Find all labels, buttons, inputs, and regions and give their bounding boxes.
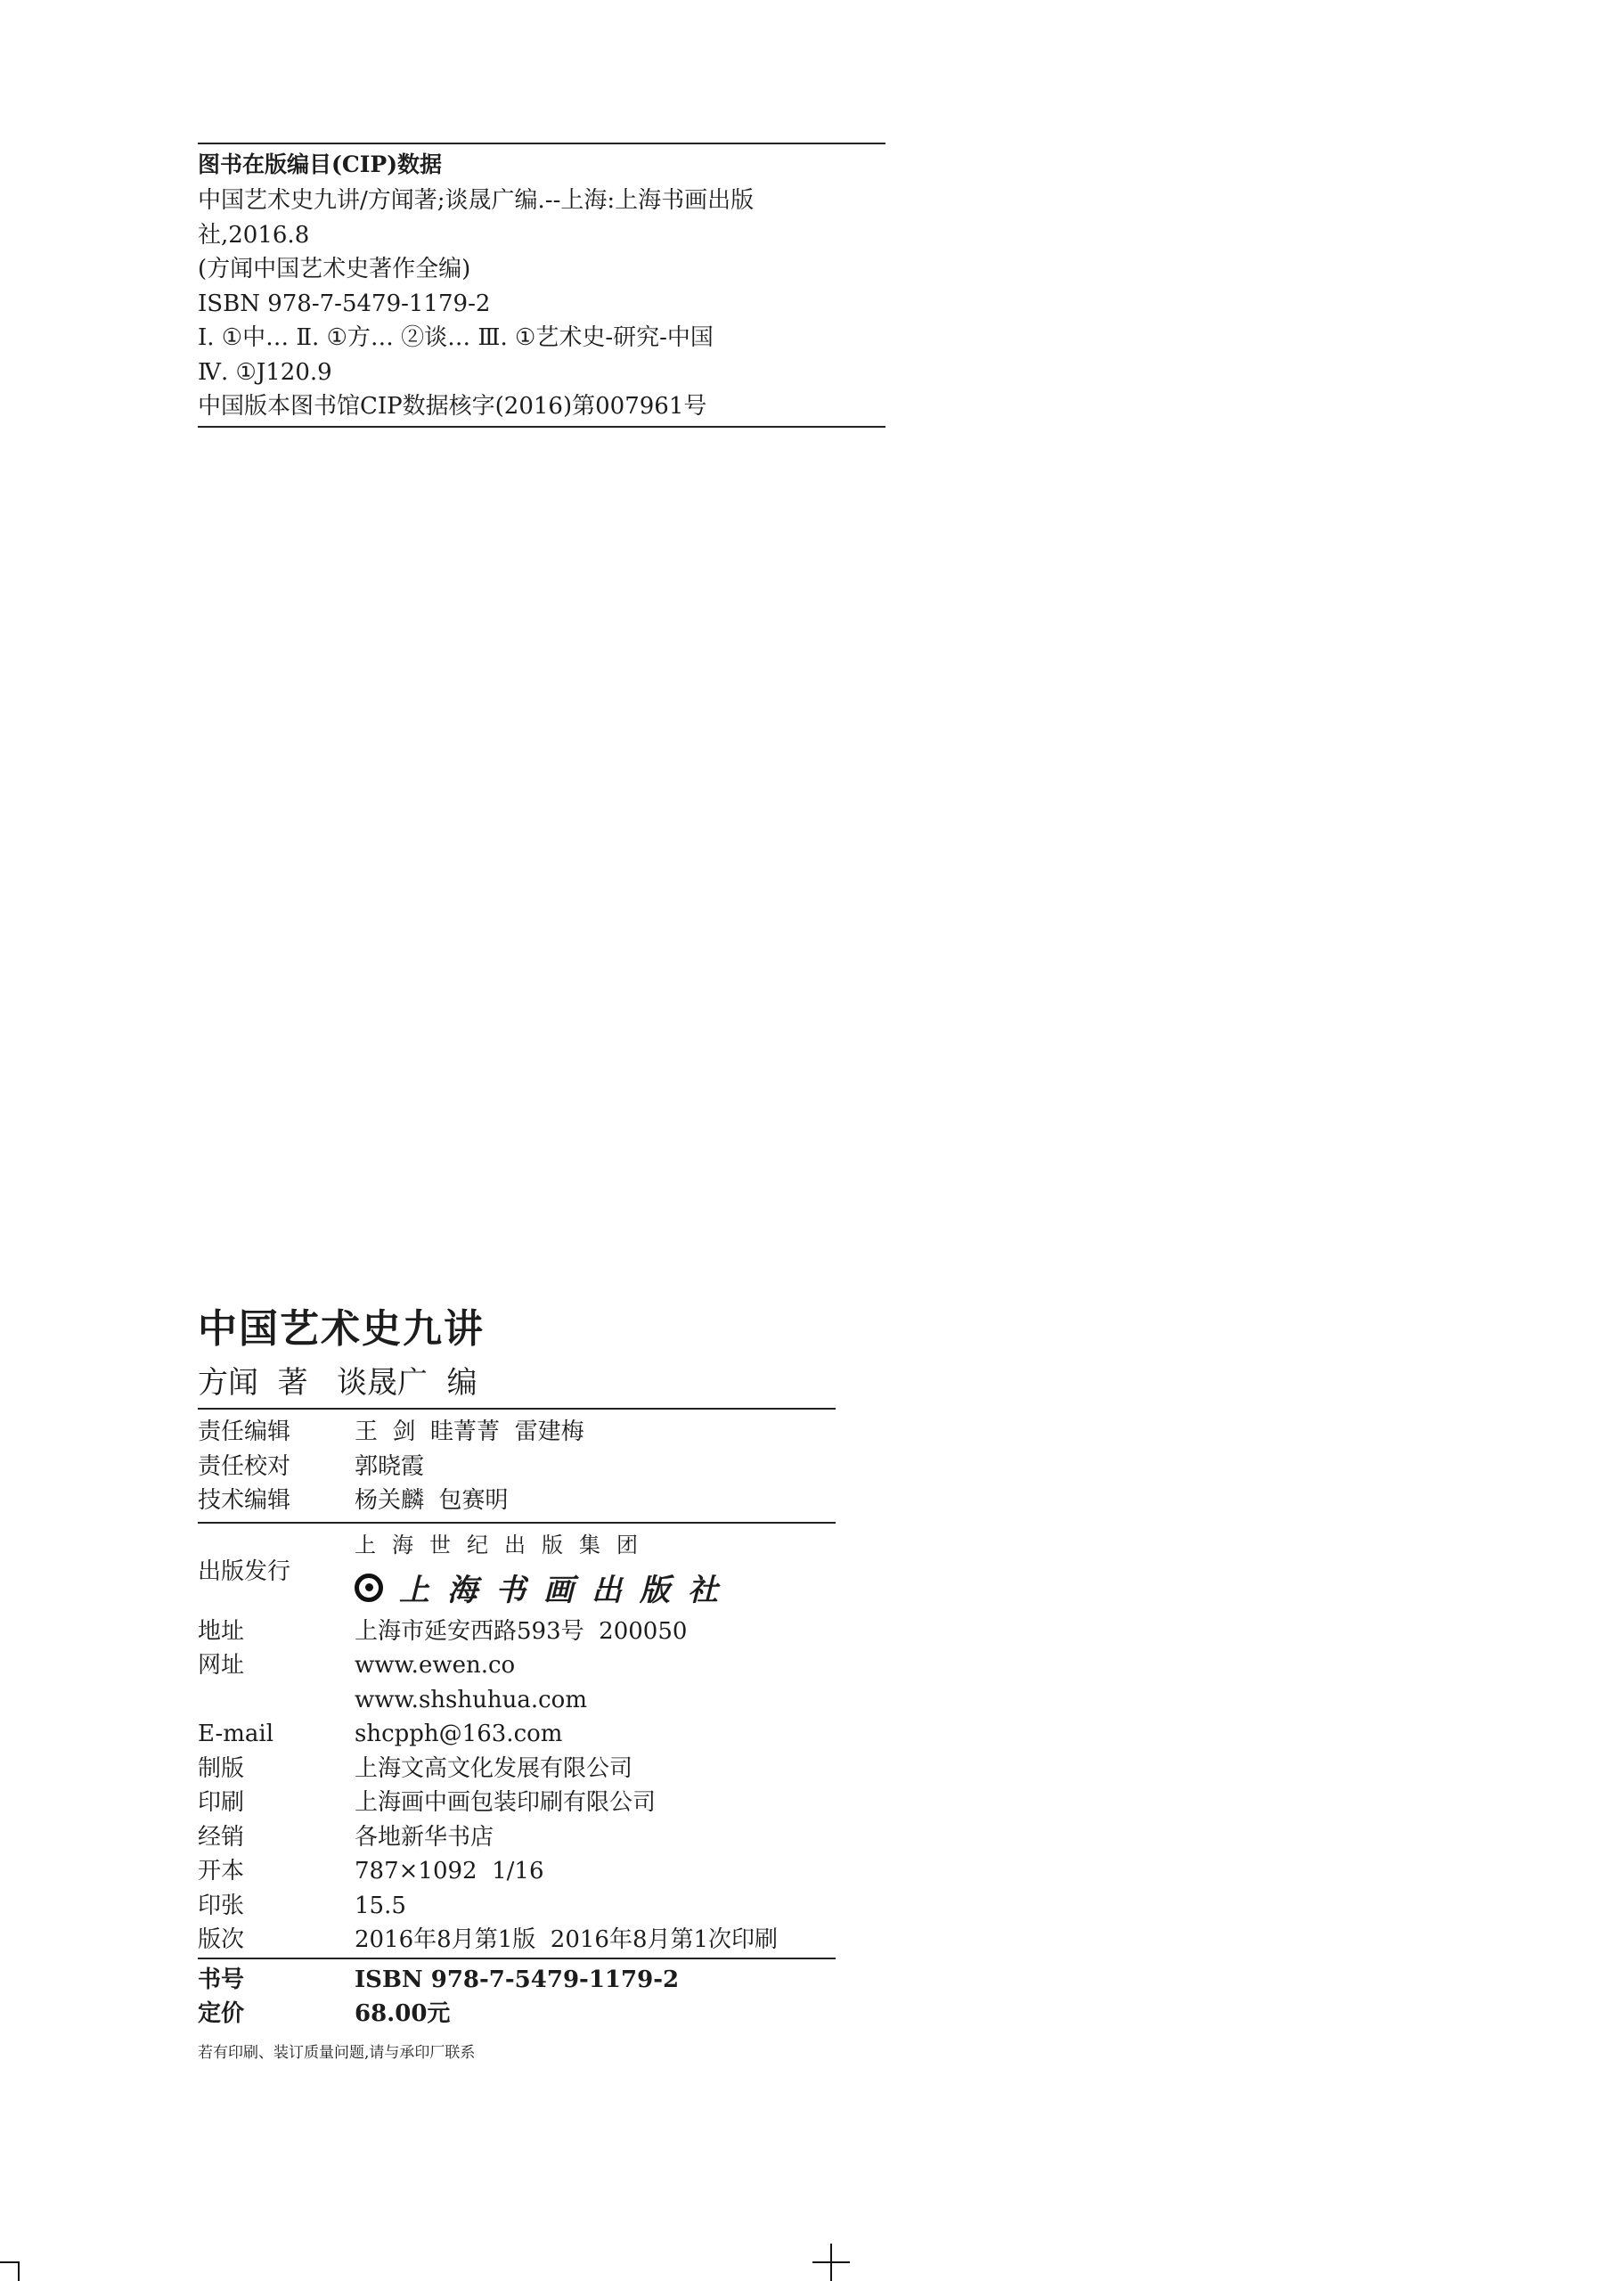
row-label: [198, 1683, 355, 1718]
detail-row: [198, 1752, 836, 1786]
row-value: 2016年8月第1版 2016年8月第1次印刷: [355, 1926, 779, 1953]
crop-mark: [0, 2261, 18, 2263]
row-label: 技术编辑: [198, 1487, 291, 1514]
cip-top-rule: [198, 143, 885, 144]
book-title: 中国艺术史九讲: [198, 1306, 485, 1352]
row-value: 各地新华书店: [355, 1823, 494, 1851]
detail-row: [198, 1923, 836, 1958]
row-label: 经销: [198, 1823, 245, 1851]
detail-row: [198, 1854, 836, 1889]
row-label: 印刷: [198, 1789, 245, 1816]
book-authors: 方闻 著 谈晟广 编: [198, 1365, 477, 1401]
row-label: 版次: [198, 1926, 245, 1953]
detail-row: [198, 1683, 836, 1718]
row-value: shcpph@163.com: [355, 1721, 563, 1747]
detail-row: [198, 1717, 836, 1752]
quality-note: 若有印刷、装订质量问题,请与承印厂联系: [198, 2043, 476, 2062]
row-label: 制版: [198, 1754, 245, 1782]
publisher-section: [198, 1527, 836, 1613]
publisher-lines: [355, 1527, 736, 1613]
row-value: 杨关麟 包赛明: [355, 1487, 509, 1514]
price-value: 68.00元: [355, 1999, 451, 2027]
cip-line: 中国版本图书馆CIP数据核字(2016)第007961号: [198, 393, 707, 420]
row-value: 上海画中画包装印刷有限公司: [355, 1789, 657, 1816]
row-label: 责任校对: [198, 1452, 291, 1480]
row-value: www.ewen.co: [355, 1652, 516, 1679]
cip-title: 图书在版编目(CIP)数据: [198, 151, 443, 177]
crop-mark: [812, 2261, 850, 2263]
row-value: www.shshuhua.com: [355, 1686, 587, 1713]
cip-line: 社,2016.8: [198, 221, 310, 249]
cip-block: [198, 143, 885, 428]
row-value: 上海市延安西路593号 200050: [355, 1617, 688, 1645]
detail-row: [198, 1820, 836, 1855]
row-value: 王 剑 眭菁菁 雷建梅: [355, 1418, 584, 1445]
cip-line: (方闻中国艺术史著作全编): [198, 256, 471, 282]
cip-bottom-rule: [198, 426, 885, 428]
crop-mark: [18, 2261, 20, 2281]
cip-line: Ⅰ. ①中… Ⅱ. ①方… ②谈… Ⅲ. ①艺术史-研究-中国: [198, 324, 714, 351]
row-value: 787×1092 1/16: [355, 1858, 544, 1884]
detail-row: [198, 1786, 836, 1820]
cip-line: Ⅳ. ①J120.9: [198, 358, 332, 386]
detail-row: [198, 1889, 836, 1924]
row-label: 开本: [198, 1858, 245, 1884]
cip-line: ISBN 978-7-5479-1179-2: [198, 290, 491, 317]
price-label: 定价: [198, 1999, 245, 2027]
details-section: [198, 1615, 836, 1958]
row-value: 郭晓霞: [355, 1452, 425, 1480]
publisher-group: 上海世纪出版集团: [355, 1532, 654, 1557]
detail-row: [198, 1615, 836, 1649]
publisher-name: 上海书画出版社: [399, 1573, 736, 1608]
editor-row: [198, 1484, 836, 1518]
publisher-logo: [355, 1563, 736, 1613]
divider: [198, 1958, 836, 1959]
detail-row: [198, 1648, 836, 1683]
isbn-row: [198, 1963, 836, 1997]
editor-row: [198, 1415, 836, 1450]
price-row: [198, 1997, 836, 2031]
row-label: 地址: [198, 1617, 245, 1645]
editors-section: [198, 1415, 836, 1518]
row-label: 网址: [198, 1652, 245, 1679]
divider: [198, 1408, 836, 1410]
editor-row: [198, 1450, 836, 1484]
publisher-seal-icon: [355, 1574, 383, 1602]
row-label: E-mail: [198, 1721, 274, 1747]
row-label: 印张: [198, 1892, 245, 1919]
isbn-value: ISBN 978-7-5479-1179-2: [355, 1966, 680, 1993]
isbn-label: 书号: [198, 1966, 245, 1993]
publisher-label: 出版发行: [198, 1558, 291, 1585]
row-label: 责任编辑: [198, 1418, 291, 1445]
row-value: 15.5: [355, 1892, 406, 1919]
colophon-block: [198, 1303, 836, 2062]
divider: [198, 1522, 836, 1524]
row-value: 上海文高文化发展有限公司: [355, 1754, 633, 1782]
isbn-price-section: [198, 1963, 836, 2031]
cip-line: 中国艺术史九讲/方闻著;谈晟广编.--上海:上海书画出版: [198, 187, 755, 214]
